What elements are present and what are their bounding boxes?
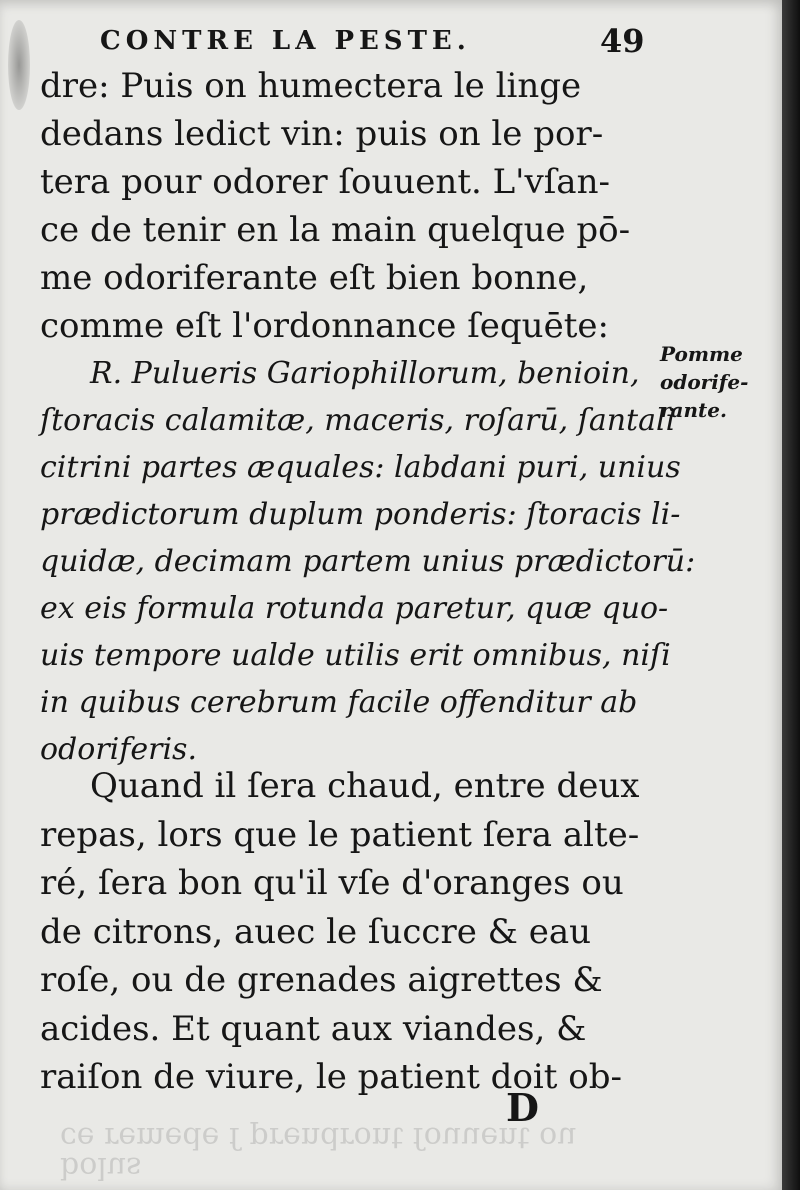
page-number: 49 <box>600 22 645 60</box>
text-line: Quand il ſera chaud, entre deux <box>90 766 640 806</box>
paragraph-1 <box>40 62 660 350</box>
text-line: R. Pulueris Gariophillorum, benioin, <box>90 356 640 391</box>
text-line: uis tempore ualde utilis erit omnibus, niſi <box>40 638 671 673</box>
paragraph-2 <box>40 762 660 1102</box>
text-line: ce de tenir en la main quelque pō- <box>40 210 631 250</box>
text-line: de citrons, auec le ſuccre & eau <box>40 911 592 952</box>
signature-mark: D <box>506 1085 539 1130</box>
margin-note-line: rante. <box>660 398 727 422</box>
margin-note-line: odorife- <box>660 370 749 394</box>
bleed-through-text: bolus <box>60 1150 142 1185</box>
text-line: ré, ſera bon qu'il vſe d'oranges ou <box>40 863 624 903</box>
text-line: acides. Et quant aux viandes, & <box>40 1008 587 1049</box>
text-line: ex eis formula rotunda paretur, quæ quo- <box>40 591 669 626</box>
text-line: dre: Puis on humectera le linge <box>40 66 582 106</box>
bleed-through-text: ce remede ſ prendront ſouuent ou <box>60 1120 577 1155</box>
text-line: quidæ, decimam partem unius prædictorū: <box>40 544 696 579</box>
text-line: me odoriferante eſt bien bonne, <box>40 258 589 298</box>
margin-note <box>660 340 770 424</box>
page-edge-shadow <box>782 0 800 1190</box>
text-line: repas, lors que le patient ſera alte- <box>40 814 640 855</box>
text-line: ſtoracis calamitæ, maceris, roſarū, ſantali <box>40 403 676 438</box>
running-title: CONTRE LA PESTE. <box>100 26 471 56</box>
text-line: odoriferis. <box>40 732 197 767</box>
text-line: comme eſt l'ordonnance ſequēte: <box>40 306 609 346</box>
text-line: in quibus cerebrum facile offenditur ab <box>40 685 638 720</box>
text-line: roſe, ou de grenades aigrettes & <box>40 960 603 1000</box>
text-line: dedans ledict vin: puis on le por- <box>40 114 604 154</box>
text-line: citrini partes æquales: labdani puri, unius <box>40 450 681 485</box>
text-line: raiſon de viure, le patient doit ob- <box>40 1057 622 1097</box>
text-line: prædictorum duplum ponderis: ſtoracis li- <box>40 497 681 532</box>
ink-blot <box>8 20 30 110</box>
text-line: tera pour odorer ſouuent. L'vſan- <box>40 162 610 202</box>
margin-note-line: Pomme <box>660 342 743 366</box>
